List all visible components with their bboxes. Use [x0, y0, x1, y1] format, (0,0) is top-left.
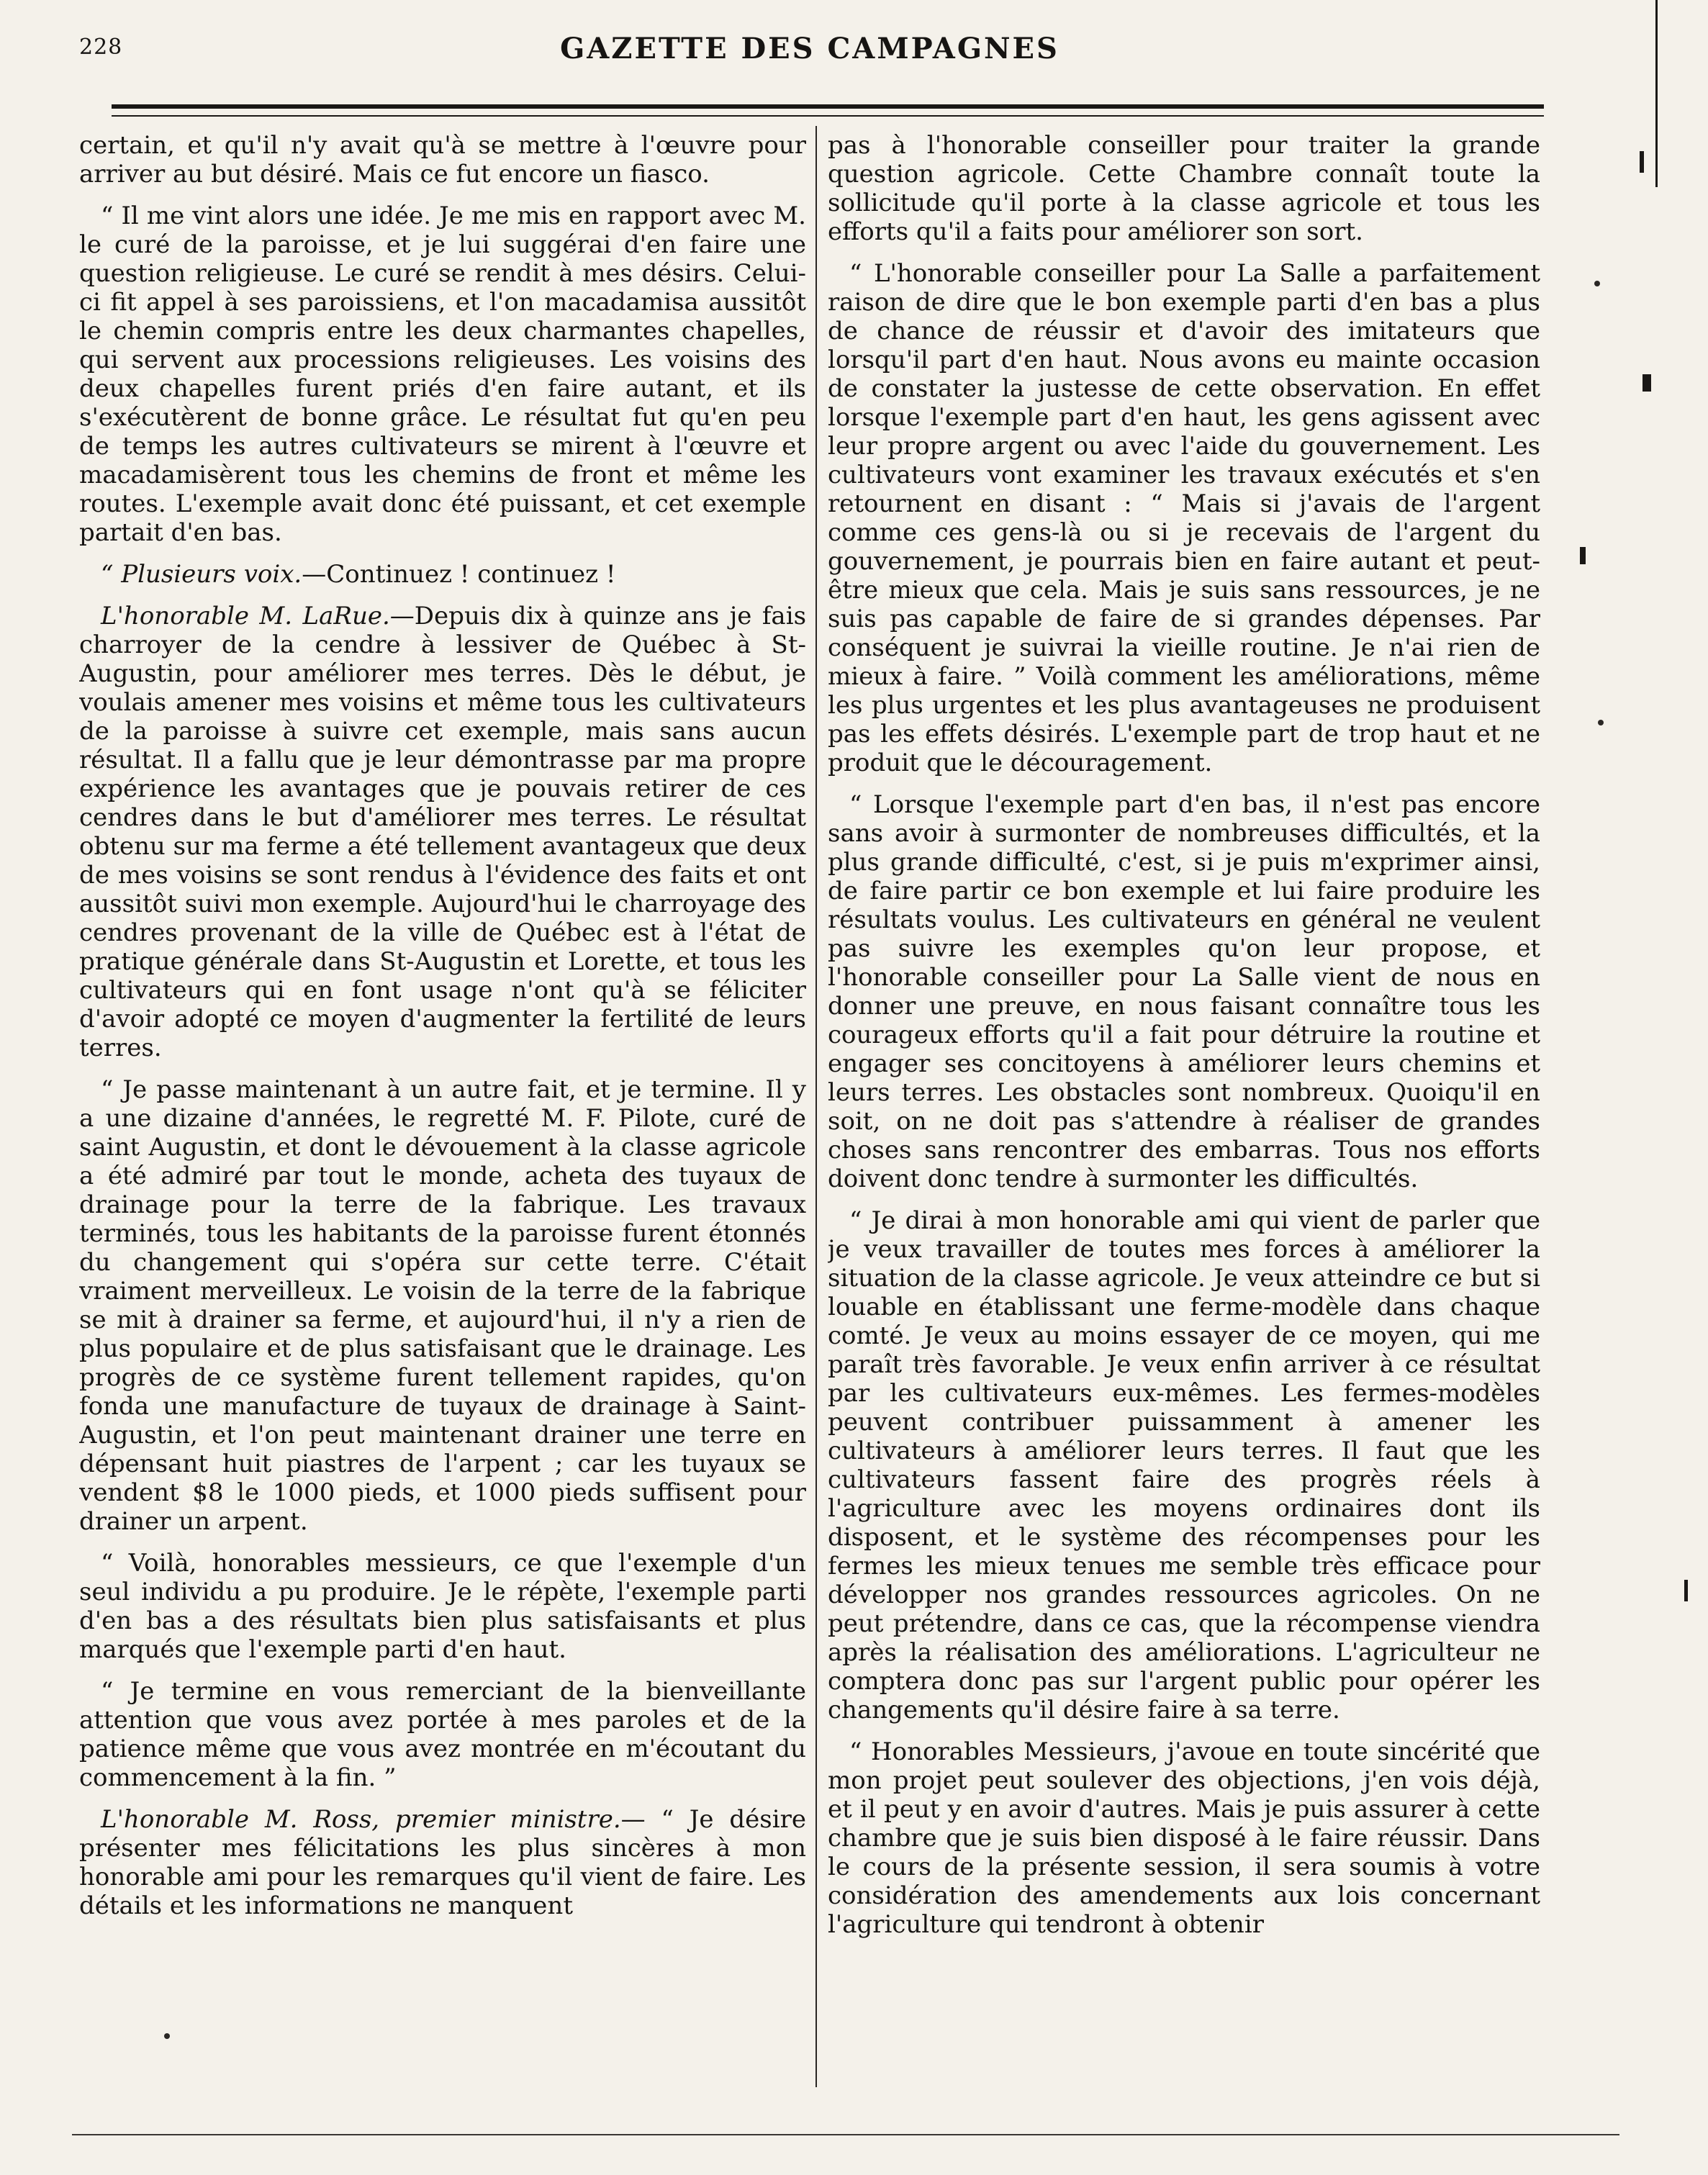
scan-mark [1684, 1580, 1688, 1601]
bottom-edge-line [72, 2134, 1619, 2135]
speaker-name: “ Plusieurs voix. [101, 560, 302, 589]
left-column [79, 131, 806, 2081]
scan-edge-line [1655, 0, 1658, 187]
paragraph: L'honorable M. Ross, premier ministre.— “ Je désire présenter mes félicitations les plus sincères à mon honorable ami pour les remarques qu'il vient de faire. Les détails et les informations ne manquent [79, 1805, 806, 1920]
scan-speck [1598, 720, 1604, 725]
page-number: 228 [79, 35, 123, 60]
speaker-name: L'honorable M. Ross, premier ministre. [101, 1805, 621, 1834]
right-column [828, 131, 1540, 2081]
paragraph: “ Il me vint alors une idée. Je me mis en rapport avec M. le curé de la paroisse, et je lui suggérai d'en faire une question religieuse. Le curé se rendit à mes désirs. Celui-ci fit appel à ses paroissiens, et l'on macadamisa aussitôt le chemin compris entre les deux charmantes chapelles, qui servent aux processions religieuses. Les voisins des deux chapelles furent priés d'en faire autant, et ils s'exécutèrent de bonne grâce. Le résultat fut qu'en peu de temps les autres cultivateurs se mirent à l'œuvre et macadamisèrent tous les chemins de front et même les routes. L'exemple avait donc été puissant, et cet exemple partait d'en bas. [79, 202, 806, 547]
speaker-name: L'honorable M. LaRue. [101, 602, 390, 630]
page-header [79, 29, 1540, 79]
paragraph: pas à l'honorable conseiller pour traiter la grande question agricole. Cette Chambre connaît toute la sollicitude qu'il porte à la classe agricole et tous les efforts qu'il a faits pour améliorer son sort. [828, 131, 1540, 246]
paragraph: L'honorable M. LaRue.—Depuis dix à quinze ans je fais charroyer de la cendre à lessiver de Québec à St-Augustin, pour améliorer mes terres. Dès le début, je voulais amener mes voisins et même tous les cultivateurs de la paroisse à suivre cet exemple, mais sans aucun résultat. Il a fallu que je leur démontrasse par ma propre expérience les avantages que je pouvais retirer de ces cendres dans le but d'améliorer mes terres. Le résultat obtenu sur ma ferme a été tellement avantageux que deux de mes voisins se sont rendus à l'évidence des faits et ont aussitôt suivi mon exemple. Aujourd'hui le charroyage des cendres provenant de la ville de Québec est à l'état de pratique générale dans St-Augustin et Lorette, et tous les cultivateurs qui en font usage n'ont qu'à se féliciter d'avoir adopté ce moyen d'augmenter la fertilité de leurs terres. [79, 602, 806, 1062]
paragraph: “ Honorables Messieurs, j'avoue en toute sincérité que mon projet peut soulever des objections, j'en vois déjà, et il peut y en avoir d'autres. Mais je puis assurer à cette chambre que je suis bien disposé à le faire réussir. Dans le cours de la présente session, il sera soumis à votre considération des amendements aux lois concernant l'agriculture qui tendront à obtenir [828, 1737, 1540, 1939]
paragraph: “ Voilà, honorables messieurs, ce que l'exemple d'un seul individu a pu produire. Je le répète, l'exemple parti d'en bas a des résultats bien plus satisfaisants et plus marqués que l'exemple parti d'en haut. [79, 1549, 806, 1664]
paragraph: “ Lorsque l'exemple part d'en bas, il n'est pas encore sans avoir à surmonter de nombreuses difficultés, et la plus grande difficulté, c'est, si je puis m'exprimer ainsi, de faire partir ce bon exemple et lui faire produire les résultats voulus. Les cultivateurs en général ne veulent pas suivre les exemples qu'on leur propose, et l'honorable conseiller pour La Salle vient de nous en donner une preuve, en nous faisant connaître tous les courageux efforts qu'il a fait pour détruire la routine et engager ses concitoyens à améliorer leurs chemins et leurs terres. Les obstacles sont nombreux. Quoiqu'il en soit, on ne doit pas s'attendre à réaliser de grandes choses sans rencontrer des embarras. Tous nos efforts doivent donc tendre à surmonter les difficultés. [828, 790, 1540, 1193]
paragraph: “ Je dirai à mon honorable ami qui vient de parler que je veux travailler de toutes mes forces à améliorer la situation de la classe agricole. Je veux atteindre ce but si louable en établissant une ferme-modèle dans chaque comté. Je veux au moins essayer de ce moyen, qui me paraît très favorable. Je veux enfin arriver à ce résultat par les cultivateurs eux-mêmes. Les fermes-modèles peuvent contribuer puissamment à amener les cultivateurs à améliorer leurs terres. Il faut que les cultivateurs fassent faire des progrès réels à l'agriculture avec les moyens ordinaires dont ils disposent, et le système des récompenses pour les fermes les mieux tenues me semble très efficace pour développer nos grandes ressources agricoles. On ne peut prétendre, dans ce cas, que la récompense viendra après la réalisation des améliorations. L'agriculteur ne comptera donc pas sur l'argent public pour opérer les changements qu'il désire faire à sa terre. [828, 1206, 1540, 1724]
paragraph: “ Je passe maintenant à un autre fait, et je termine. Il y a une dizaine d'années, le regretté M. F. Pilote, curé de saint Augustin, et dont le dévouement à la classe agricole a été admiré par tout le monde, acheta des tuyaux de drainage pour la terre de la fabrique. Les travaux terminés, tous les habitants de la paroisse furent étonnés du changement qui s'opéra sur cette terre. C'était vraiment merveilleux. Le voisin de la terre de la fabrique se mit à drainer sa ferme, et aujourd'hui, il n'y a rien de plus populaire et de plus satisfaisant que le drainage. Les progrès de ce système furent tellement rapides, qu'on fonda une manufacture de tuyaux de drainage à Saint-Augustin, et l'on peut maintenant drainer une terre en dépensant huit piastres de l'arpent ; car les tuyaux se vendent $8 le 1000 pieds, et 1000 pieds suffisent pour drainer un arpent. [79, 1075, 806, 1536]
scan-speck [164, 2033, 170, 2039]
paragraph: “ Je termine en vous remerciant de la bienveillante attention que vous avez portée à mes paroles et de la patience même que vous avez montrée en m'écoutant du commencement à la fin. ” [79, 1677, 806, 1792]
header-rule-thick [112, 104, 1544, 109]
scan-speck [1594, 281, 1600, 286]
scan-mark [1640, 151, 1644, 173]
scan-mark [1643, 374, 1651, 392]
journal-title: GAZETTE DES CAMPAGNES [560, 32, 1059, 65]
paragraph: “ Plusieurs voix.—Continuez ! continuez ! [101, 560, 616, 589]
column-divider [815, 126, 817, 2087]
paragraph: certain, et qu'il n'y avait qu'à se mettre à l'œuvre pour arriver au but désiré. Mais ce fut encore un fiasco. [79, 131, 806, 189]
paragraph: “ L'honorable conseiller pour La Salle a parfaitement raison de dire que le bon exemple parti d'en bas a plus de chance de réussir et d'avoir des imitateurs que lorsqu'il part d'en haut. Nous avons eu mainte occasion de constater la justesse de cette observation. En effet lorsque l'exemple part d'en haut, les gens agissent avec leur propre argent ou avec l'aide du gouvernement. Les cultivateurs vont examiner les travaux exécutés et s'en retournent en disant : “ Mais si j'avais de l'argent comme ces gens-là ou si je recevais de l'argent du gouvernement, je pourrais bien en faire autant et peut-être mieux que cela. Mais je suis sans ressources, je ne suis pas capable de faire de si grandes dépenses. Par conséquent je suivrai la vieille routine. Je n'ai rien de mieux à faire. ” Voilà comment les améliorations, même les plus urgentes et les plus avantageuses ne produisent pas les effets désirés. L'exemple part de trop haut et ne produit que le découragement. [828, 259, 1540, 777]
header-rule-thin [112, 115, 1544, 117]
scan-mark [1580, 547, 1586, 564]
